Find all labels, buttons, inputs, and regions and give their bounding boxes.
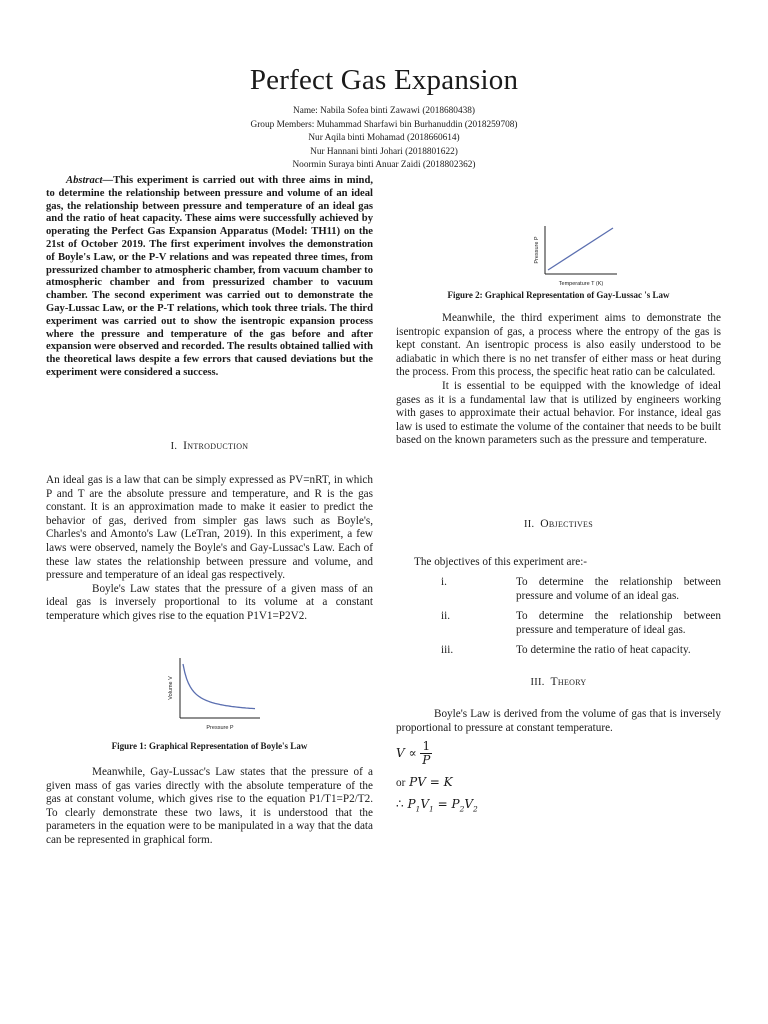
right-paragraph-1: Meanwhile, the third experiment aims to demonstrate the isentropic expansion of gas, a process where the entropy of the gas is kept constant. An isentropic process is also easily understood to be adiabatic in which there is no net transfer of either mass or heat during the process. From this process, the specific heat ratio can be calculated.: [396, 312, 721, 379]
equation-1: [396, 740, 432, 767]
figure-2-caption: Figure 2: Graphical Representation of Gay-Lussac 's Law: [447, 290, 670, 300]
theory-body: [396, 708, 721, 735]
theory-paragraph-1: Boyle's Law is derived from the volume of gas that is inversely proportional to pressure at constant temperature.: [396, 708, 721, 734]
intro-paragraph-3: Meanwhile, Gay-Lussac's Law states that the pressure of a given mass of gas varies directly with the absolute temperature of the gas at constant volume, which gives rise to the equation P1/T1=P2/T2. To clearly demonstrate these two laws, it is understood that the parameters in the equation were to be manipulated in a way that the data can be represented in graphical form.: [46, 766, 373, 846]
gay-lussac-line: [548, 228, 613, 270]
objective-item: [441, 576, 721, 603]
objective-text: To determine the ratio of heat capacity.: [516, 644, 691, 657]
section-title: Introduction: [183, 439, 249, 452]
intro-right-body: [396, 312, 721, 448]
author-line: Group Members: Muhammad Sharfawi bin Burhanuddin (2018259708): [250, 119, 518, 130]
fraction: [420, 740, 432, 767]
author-line: Nur Hannani binti Johari (2018801622): [310, 146, 458, 157]
equation-1-left: V ∝: [396, 746, 417, 760]
author-line: Noormin Suraya binti Anuar Zaidi (2018802362): [292, 160, 476, 171]
y-axis-label: Volume V: [168, 676, 174, 700]
x-axis-label: Pressure P: [206, 725, 234, 731]
intro-body: [46, 474, 373, 624]
therefore-symbol: ∴: [396, 797, 404, 811]
fraction-denominator: P: [422, 753, 431, 767]
equation-2: [396, 775, 453, 789]
section-heading-theory: [396, 675, 721, 688]
section-heading-introduction: [46, 439, 373, 452]
objective-item: [441, 610, 721, 637]
section-title: Theory: [550, 675, 587, 688]
objective-item: [441, 644, 721, 658]
x-axis-label: Temperature T (K): [558, 281, 604, 287]
fraction-numerator: 1: [422, 739, 431, 753]
author-line: Name: Nabila Sofea binti Zawawi (2018680438): [292, 106, 475, 116]
paper-title: Perfect Gas Expansion: [249, 64, 519, 96]
intro-body-continued: [46, 766, 373, 848]
intro-paragraph-2: Boyle's Law states that the pressure of a given mass of an ideal gas is inversely proportional to its volume at a constant temperature which gives rise to the equation P1V1=P2V2.: [46, 582, 373, 622]
section-title: Objectives: [540, 517, 593, 530]
section-number: II.: [524, 519, 535, 530]
objective-number: iii.: [441, 644, 454, 657]
abstract: [46, 175, 373, 380]
intro-paragraph-1: An ideal gas is a law that can be simply expressed as PV=nRT, in which P and T are the absolute pressure and temperature, and R is the gas constant. It is an approximation made to make it easier to predict the behavior of gas, derived from simpler gas laws such as Boyle's, Charles's and Amonto's Law (LeTran, 2019). In this experiment, a few laws were observed, namely the Boyle's and Gay-Lussac's Law. Each of these law states the relationship between pressure and volume, and pressure and temperature of an ideal gas respectively.: [46, 474, 373, 582]
author-line: Nur Aqila binti Mohamad (2018660614): [308, 133, 460, 144]
section-number: I.: [170, 441, 178, 452]
objectives-list: [441, 576, 721, 665]
abstract-lead: Abstract: [66, 175, 103, 186]
abstract-text: —This experiment is carried out with three aims in mind, to determine the relationship between pressure and volume of an ideal gas, the relationship between pressure and temperature of an ideal gas and the ratio of heat capacity. These aims were successfully achieved by operating the Perfect Gas Expansion Apparatus (Model: TH11) on the 21st of October 2019. The first experiment involves the demonstration of Boyle's Law, or the P-V relations and was repeated three times, from pressurized chamber to atmospheric chamber, from vacuum chamber to atmospheric chamber and from pressurized chamber to vacuum chamber. The second experiment was carried out to demonstrate the Gay-Lussac Law, or the P-T relations, which took three trials. The third experiment was carried out to show the isentropic expansion process where the pressure and temperature of the gas before and after expansion were observed and recorded. The results obtained tallied with the theoretical laws despite a few errors that caused deviations but the experiment were considered a success.: [46, 175, 373, 378]
y-axis-label: Pressure P: [534, 236, 540, 264]
author-block: [0, 105, 768, 173]
equation-2-body: PV = K: [409, 775, 453, 789]
equation-3-body: $P_1V_1 = P_2V_2$: [407, 797, 478, 814]
right-paragraph-2: It is essential to be equipped with the knowledge of ideal gases as it is a fundamental law that is utilized by engineers working with gases to approximate their actual behavior. For instance, ideal gas law is used to estimate the volume of the container that needs to be built based on the known parameters such as the pressure and temperature.: [396, 379, 721, 447]
section-heading-objectives: [396, 517, 721, 530]
objective-number: ii.: [441, 610, 451, 623]
objective-text: To determine the relationship between pressure and temperature of ideal gas.: [516, 610, 721, 636]
figure-2-chart: [531, 222, 621, 290]
figure-1-caption: Figure 1: Graphical Representation of Boyle's Law: [111, 741, 308, 751]
figure-1-chart: [166, 654, 266, 736]
objective-text: To determine the relationship between pressure and volume of an ideal gas.: [516, 576, 721, 602]
objective-number: i.: [441, 576, 447, 588]
section-number: III.: [530, 677, 545, 688]
objectives-intro: The objectives of this experiment are:-: [414, 556, 588, 568]
equation-2-prefix: or: [396, 777, 406, 789]
boyle-curve: [183, 664, 255, 709]
equation-3: [396, 797, 478, 813]
